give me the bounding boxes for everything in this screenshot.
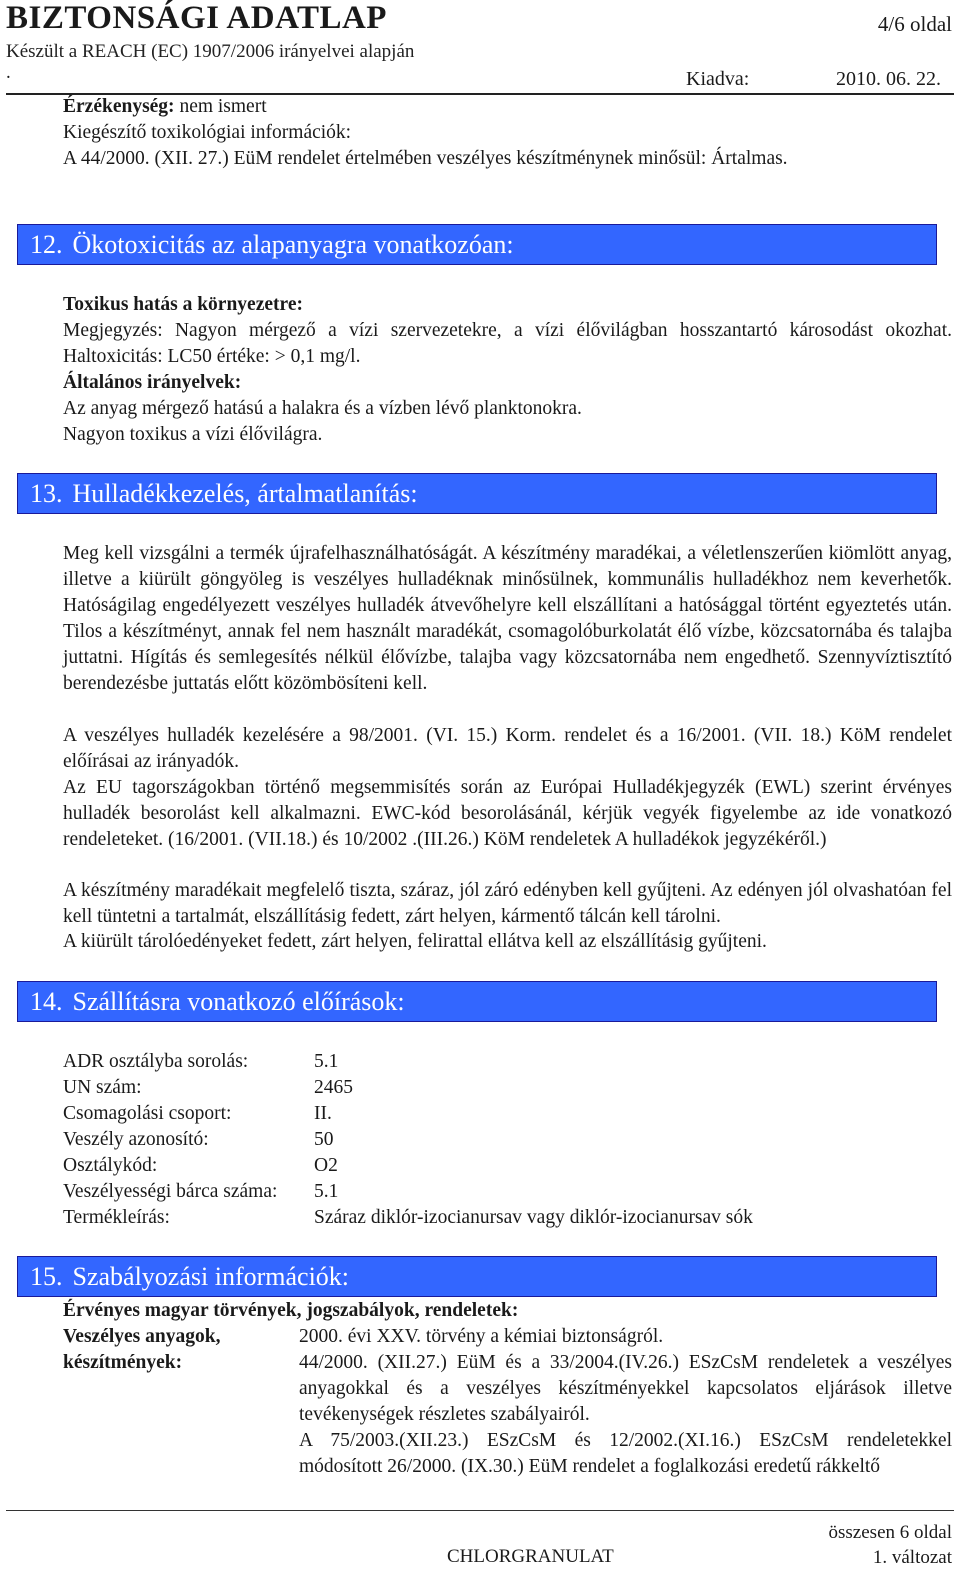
section-14-title: Szállításra vonatkozó előírások:: [72, 987, 405, 1016]
transport-value: 2465: [314, 1077, 353, 1098]
transport-label: UN szám:: [63, 1077, 142, 1098]
sensitivity-label: Érzékenység:: [63, 96, 175, 117]
section-12-number: 12.: [30, 230, 63, 259]
transport-label: Osztálykód:: [63, 1155, 158, 1176]
transport-label: Veszély azonosító:: [63, 1129, 209, 1150]
section-15-number: 15.: [30, 1262, 63, 1291]
section-14-number: 14.: [30, 987, 63, 1016]
regulation-1: 2000. évi XXV. törvény a kémiai biztonságról.: [299, 1326, 664, 1347]
footer-version: 1. változat: [872, 1547, 952, 1568]
section-13-header: [17, 473, 937, 514]
section-15-title: Szabályozási információk:: [72, 1262, 350, 1291]
footer-total-pages: összesen 6 oldal: [828, 1522, 952, 1543]
hazardous-substances-label: Veszélyes anyagok,: [63, 1326, 221, 1347]
section-14-header: [17, 981, 937, 1022]
transport-label: Veszélyességi bárca száma:: [63, 1181, 278, 1202]
transport-value: 5.1: [314, 1181, 339, 1202]
transport-value: II.: [314, 1103, 332, 1124]
section-15-header: [17, 1256, 937, 1297]
section-12-header: [17, 224, 937, 265]
document-subtitle: Készült a REACH (EC) 1907/2006 irányelvei alapján: [6, 41, 415, 62]
regulation-2: 44/2000. (XII.27.) EüM és a 33/2004.(IV.26.) ESzCsM rendeletek a veszélyes anyagokkal és a veszélyes készítményekkel kapcsolatos eljárások illetve tevékenységek részletes szabályairól.: [299, 1352, 952, 1425]
transport-value: 5.1: [314, 1051, 339, 1072]
waste-paragraph-4: A készítmény maradékait megfelelő tiszta, száraz, jól záró edényben kell gyűjteni. Az edényen jól olvashatóan fel kell tüntetni a tartalmát, elszállításig fedett, zárt helyen, kármentő tálcán kell tárolni.: [63, 880, 952, 927]
regulation-3: A 75/2003.(XII.23.) ESzCsM és 12/2002.(XI.16.) ESzCsM rendeletekkel módosított 26/2000. (IX.30.) EüM rendelet a foglalkozási eredetű rákkeltő: [299, 1430, 952, 1477]
extra-tox-info: Kiegészítő toxikológiai információk:: [63, 122, 352, 143]
footer-divider: [6, 1510, 954, 1511]
env-toxicity-heading: Toxikus hatás a környezetre:: [63, 294, 303, 315]
waste-paragraph-2: A veszélyes hulladék kezelésére a 98/2001. (VI. 15.) Korm. rendelet és a 16/2001. (VII. 18.) KöM rendelet előírásai az irányadók.: [63, 725, 952, 772]
env-toxicity-note: Megjegyzés: Nagyon mérgező a vízi szervezetekre, a vízi élővilágban hosszantartó károsodást okozhat. Haltoxicitás: LC50 értéke: > 0,1 mg/l.: [63, 320, 952, 367]
transport-label: ADR osztályba sorolás:: [63, 1051, 249, 1072]
general-guideline-2: Nagyon toxikus a vízi élővilágra.: [63, 424, 323, 445]
sensitivity-value: nem ismert: [174, 96, 267, 117]
header-dot: .: [6, 62, 11, 83]
section-13-title: Hulladékkezelés, ártalmatlanítás:: [72, 479, 418, 508]
document-title: BIZTONSÁGI ADATLAP: [6, 0, 387, 36]
preparations-label: készítmények:: [63, 1352, 183, 1373]
classification-text: A 44/2000. (XII. 27.) EüM rendelet értelmében veszélyes készítménynek minősül: Ártalmas.: [63, 148, 788, 169]
waste-paragraph-1: Meg kell vizsgálni a termék újrafelhasználhatóságát. A készítmény maradékai, a véletlenszerűen kiömlött anyag, illetve a kiürült göngyöleg is veszélyes hulladéknak minősülnek, kommunális hulladékhoz nem keverhetők. Hatóságilag engedélyezett veszélyes hulladék átvevőhelyre kell elszállítani a hatósággal történt egyeztetés után. Tilos a készítményt, annak fel nem használt maradékát, csomagolóburkolatát élő vízbe, közcsatornába és talajba juttatni. Hígítás és semlegesítés nélkül élővízbe, talajba vagy közcsatornába nem engedhető. Szennyvíztisztító berendezésbe juttatás előtt közömbösíteni kell.: [63, 543, 952, 694]
general-guidelines-heading: Általános irányelvek:: [63, 372, 242, 393]
issued-date: 2010. 06. 22.: [836, 68, 941, 90]
footer-product-name: CHLORGRANULAT: [447, 1546, 614, 1567]
transport-value: 50: [314, 1129, 334, 1150]
page-number: 4/6 oldal: [877, 12, 952, 36]
transport-label: Termékleírás:: [63, 1207, 170, 1228]
regulations-heading: Érvényes magyar törvények, jogszabályok, rendeletek:: [63, 1300, 519, 1321]
waste-paragraph-5: A kiürült tárolóedényeket fedett, zárt helyen, felirattal ellátva kell az elszállításig gyűjteni.: [63, 931, 767, 952]
general-guideline-1: Az anyag mérgező hatású a halakra és a vízben lévő planktonokra.: [63, 398, 582, 419]
section-12-title: Ökotoxicitás az alapanyagra vonatkozóan:: [72, 230, 514, 259]
section-13-number: 13.: [30, 479, 63, 508]
transport-value: Száraz diklór-izocianursav vagy diklór-izocianursav sók: [314, 1207, 753, 1228]
sensitivity-line: [63, 94, 267, 120]
transport-value: O2: [314, 1155, 338, 1176]
transport-label: Csomagolási csoport:: [63, 1103, 232, 1124]
issued-label: Kiadva:: [686, 68, 750, 90]
waste-paragraph-3: Az EU tagországokban történő megsemmisítés során az Európai Hulladékjegyzék (EWL) szerint érvényes hulladék besorolást kell alkalmazni. EWC-kód besorolásánál, kérjük vegyék figyelembe az ide vonatkozó rendeleteket. (16/2001. (VII.18.) és 10/2002 .(III.26.) KöM rendeletek A hulladékok jegyzékéről.): [63, 777, 952, 850]
